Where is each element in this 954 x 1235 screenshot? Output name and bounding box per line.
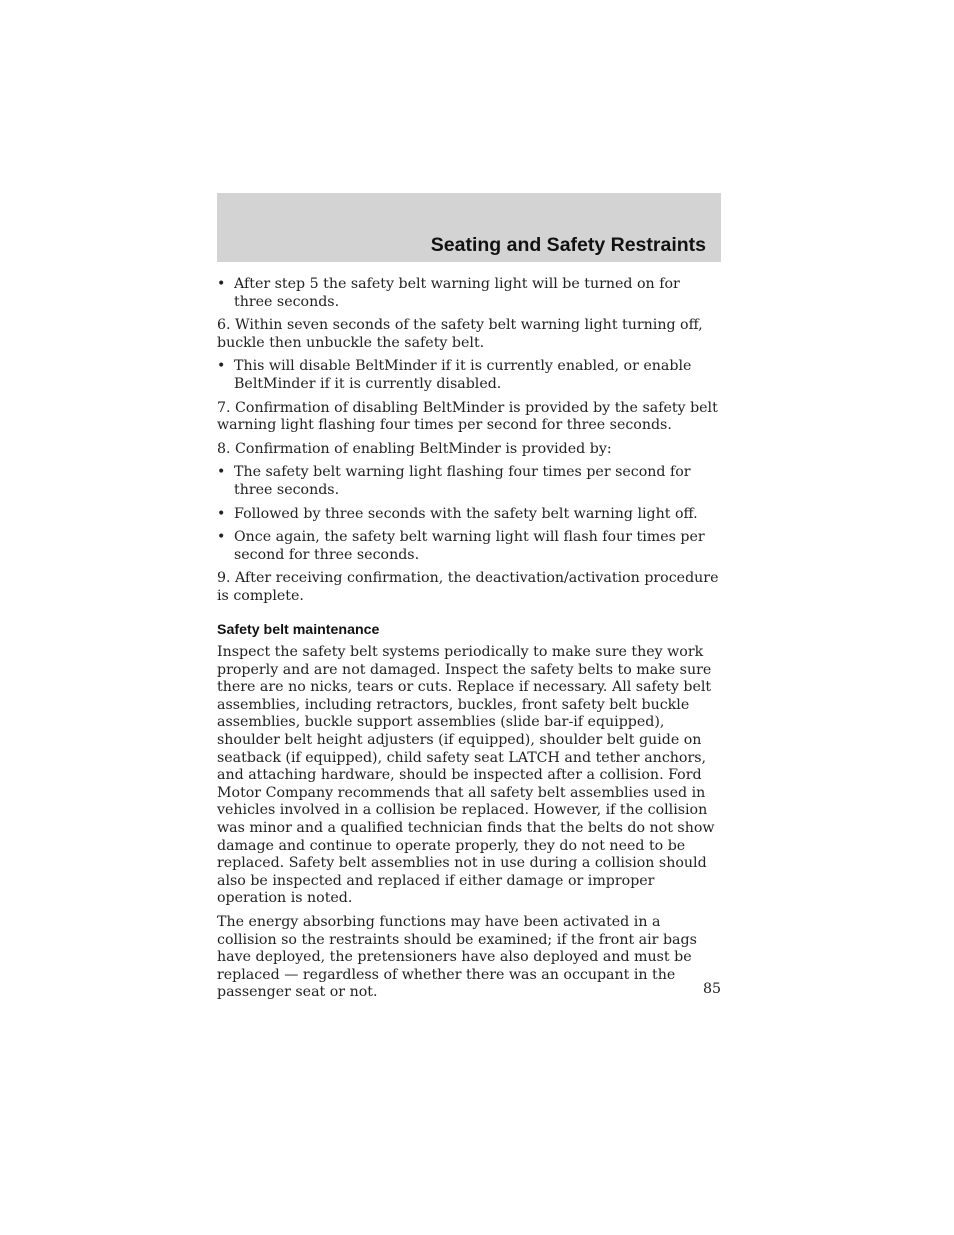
maintenance-paragraph-2: The energy absorbing functions may have been activated in a collision so the restraints should be examined; if the front air bags have deployed, the pretensioners have also deployed and must be replaced — regardless of whether there was an occupant in the passenger seat or not. [217,914,697,1001]
bullet-icon: • [217,529,226,546]
bullet-item [217,464,721,499]
bullet-text: After step 5 the safety belt warning light will be turned on for three seconds. [234,276,680,310]
maintenance-heading: Safety belt maintenance [217,621,380,638]
page-number: 85 [702,981,721,997]
section-title: Seating and Safety Restraints [430,234,706,256]
step-7: 7. Confirmation of disabling BeltMinder is provided by the safety belt warning light flashing four times per second for three seconds. [217,399,718,434]
bullet-item [217,529,721,564]
bullet-icon: • [217,464,226,481]
bullet-item [217,358,721,393]
bullet-icon: • [217,505,226,522]
section-header [217,193,721,262]
bullet-text: The safety belt warning light flashing four times per second for three seconds. [234,464,691,498]
bullet-icon: • [217,276,226,292]
bullet-icon: • [217,358,226,375]
bullet-text: This will disable BeltMinder if it is currently enabled, or enable BeltMinder if it is currently disabled. [234,358,692,392]
bullet-item [217,506,721,524]
step-9: 9. After receiving confirmation, the deactivation/activation procedure is complete. [217,570,719,604]
bullet-text: Followed by three seconds with the safety belt warning light off. [234,505,698,522]
maintenance-paragraph-1: Inspect the safety belt systems periodically to make sure they work properly and are not damaged. Inspect the safety belts to make sure there are no nicks, tears or cuts. Replace if necessary. All safety belt assemblies, including retractors, buckles, front safety belt buckle assemblies, buckle support assemblies (slide bar-if equipped), shoulder belt height adjusters (if equipped), shoulder belt guide on seatback (if equipped), child safety seat LATCH and tether anchors, and attaching hardware, should be inspected after a collision. Ford Motor Company recommends that all safety belt assemblies used in vehicles involved in a collision be replaced. However, if the collision was minor and a qualified technician finds that the belts do not show damage and continue to operate properly, they do not need to be replaced. Safety belt assemblies not in use during a collision should also be inspected and replaced if either damage or improper operation is noted. [217,644,715,907]
step-6: 6. Within seven seconds of the safety belt warning light turning off, buckle then unbuckle the safety belt. [217,317,703,351]
bullet-item [217,276,721,311]
page-body [217,276,721,1008]
step-8: 8. Confirmation of enabling BeltMinder is provided by: [217,440,612,457]
bullet-text: Once again, the safety belt warning light will flash four times per second for three seconds. [234,529,705,563]
